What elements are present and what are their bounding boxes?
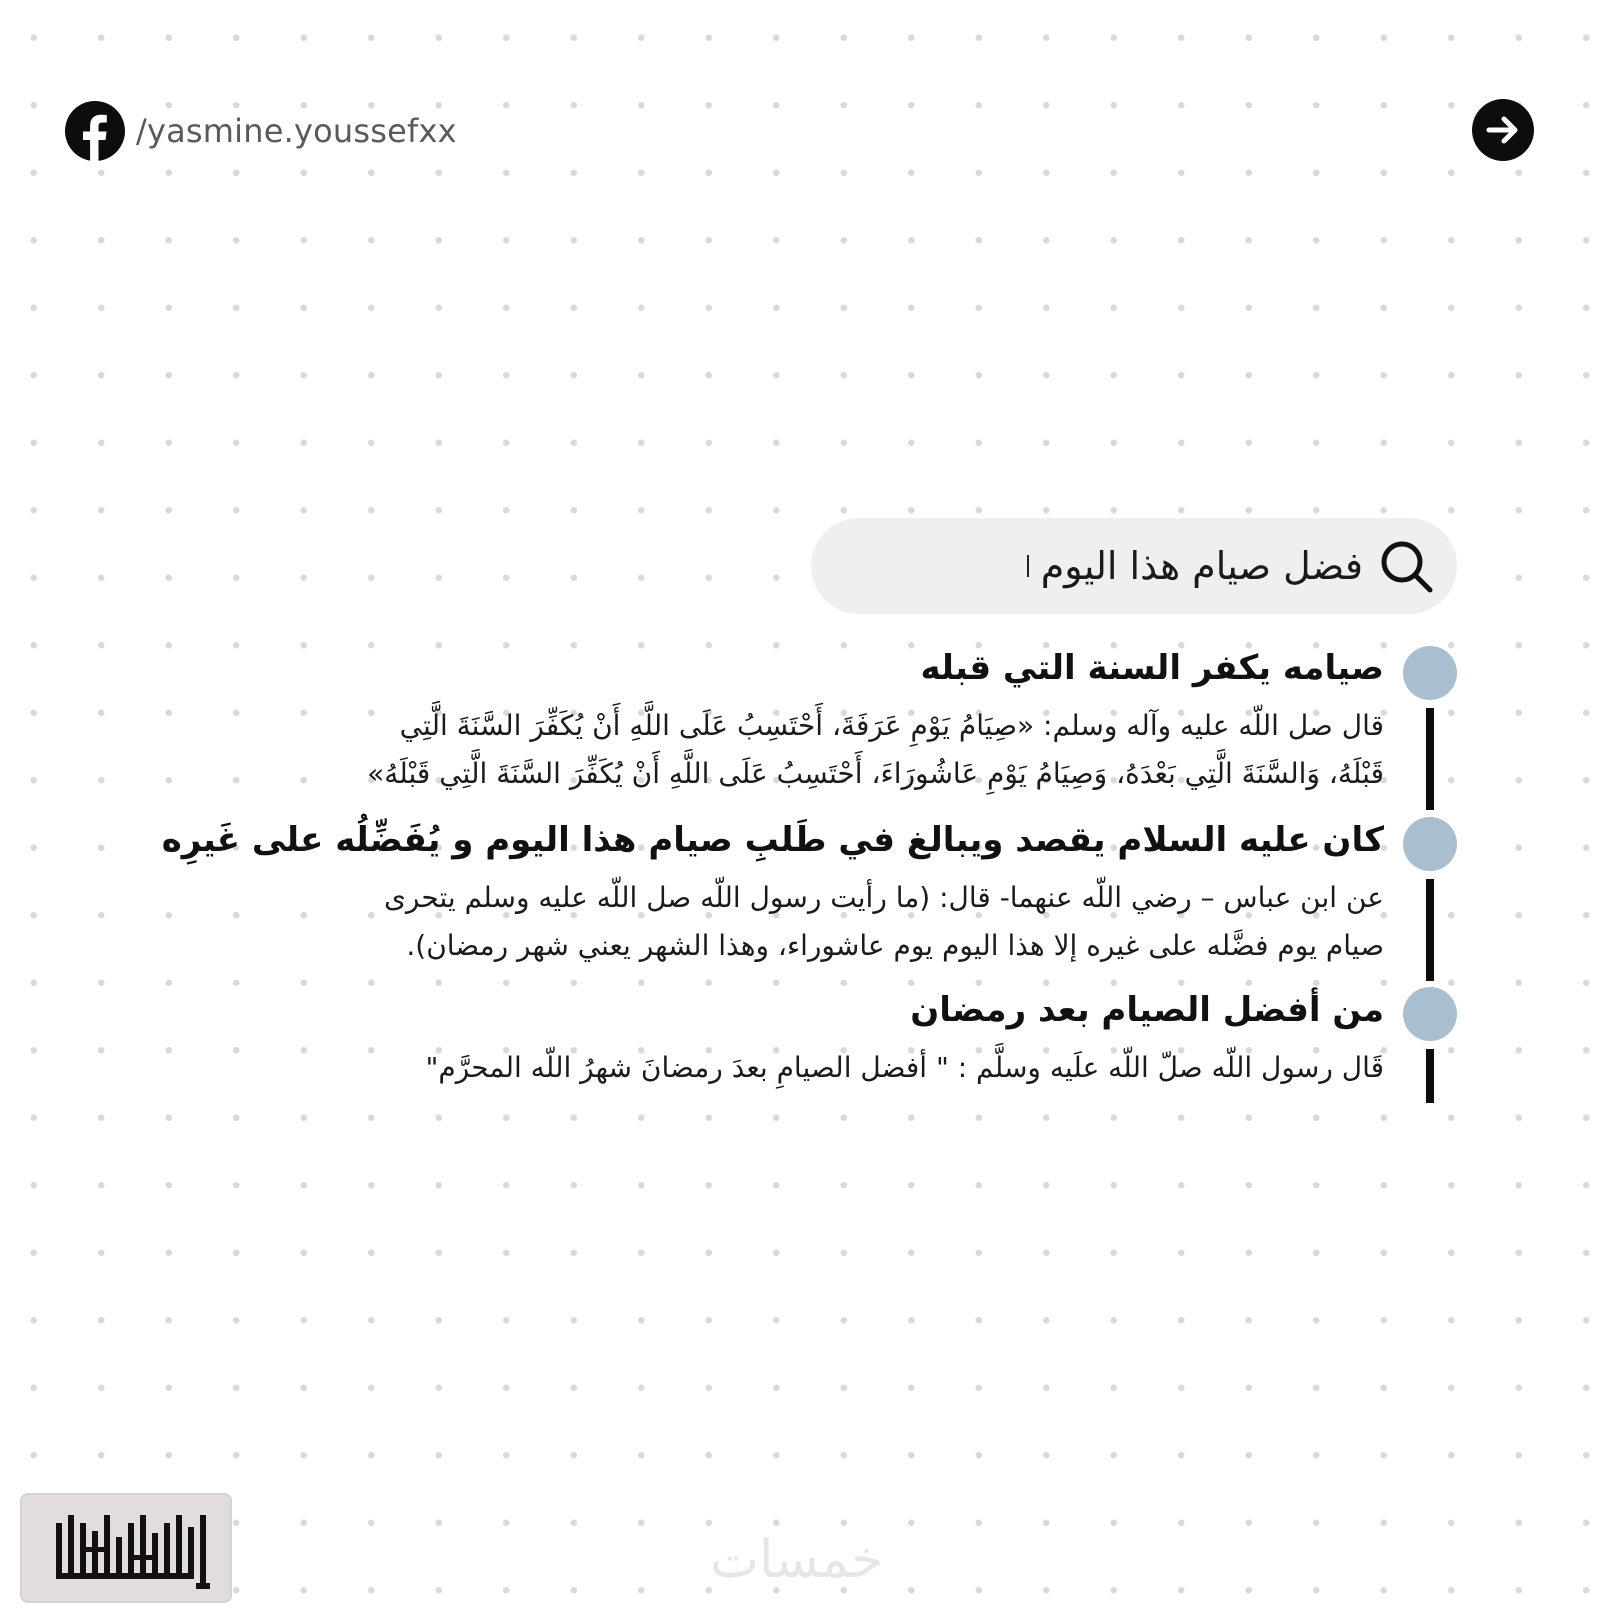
timeline-item-body-line: عن ابن عباس – رضي اللّه عنهما- قال: (ما رأيت رسول اللّه صل اللّه عليه وسلم يتحرى (384, 881, 1384, 914)
timeline-item-title: من أفضل الصيام بعد رمضان (910, 990, 1384, 1030)
text-caret (1027, 555, 1029, 577)
facebook-handle-text: /yasmine.youssefxx (136, 112, 457, 150)
timeline-item-body-line: صيام يوم فضَّله على غيره إلا هذا اليوم يوم عاشوراء، وهذا الشهر يعني شهر رمضان). (406, 929, 1384, 962)
watermark-text: خمسات (710, 1530, 884, 1590)
search-query-text: فضل صيام هذا اليوم (1040, 544, 1363, 588)
arrow-right-icon (1483, 110, 1523, 150)
timeline-item-body-line: قَال رسول اللّه صلّ اللّه علَيه وسلَّم : " أفضل الصيامِ بعدَ رمضانَ شهرُ اللّه المحرَّم" (425, 1051, 1384, 1084)
social-handle[interactable] (64, 100, 457, 162)
timeline-line (1426, 1049, 1434, 1103)
facebook-icon (64, 100, 126, 162)
search-icon (1377, 537, 1435, 595)
timeline-item-body-line: قال صل اللّه عليه وآله وسلم: «صِيَامُ يَوْمِ عَرَفَةَ، أَحْتَسِبُ عَلَى اللَّهِ أَنْ يُكَفِّرَ السَّنَةَ الَّتِي (399, 709, 1384, 742)
timeline-item-body-line: قَبْلَهُ، وَالسَّنَةَ الَّتِي بَعْدَهُ، وَصِيَامُ يَوْمِ عَاشُورَاءَ، أَحْتَسِبُ عَلَى اللَّهِ أَنْ يُكَفِّرَ السَّنَةَ الَّتِي قَبْلَهُ» (367, 757, 1384, 790)
search-bar[interactable] (811, 518, 1457, 614)
timeline-dot (1403, 646, 1457, 700)
timeline-item-title: صيامه يكفر السنة التي قبله (920, 648, 1384, 688)
timeline-item-body (384, 874, 1384, 970)
timeline-item-title: كان عليه السلام يقصد ويبالغ في طَلبِ صيام هذا اليوم و يُفَضِّلُه على غَيرِه (161, 820, 1384, 860)
logo-mark-icon (20, 1493, 232, 1603)
timeline-item-body (426, 1044, 1384, 1092)
timeline-item-body (367, 702, 1384, 798)
timeline-dot (1403, 817, 1457, 871)
timeline-line (1426, 879, 1434, 981)
timeline-dot (1403, 987, 1457, 1041)
next-slide-button[interactable] (1472, 99, 1534, 161)
timeline-line (1426, 708, 1434, 810)
calligraphy-logo (20, 1493, 232, 1603)
